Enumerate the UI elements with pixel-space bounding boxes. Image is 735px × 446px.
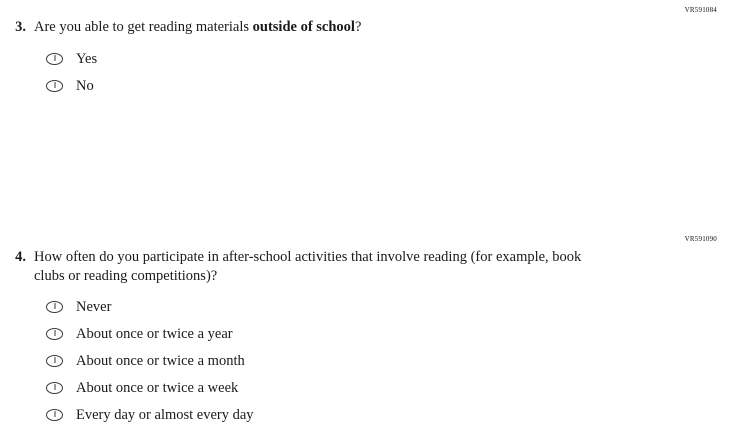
item-code-q3: VR591084 — [684, 6, 717, 14]
question-block-4 — [0, 248, 735, 428]
question-number: 3. — [15, 19, 26, 35]
question-text-part-1: How often do you participate in after-school activities that involve reading (for example, book clubs or reading competitions)? — [34, 249, 582, 285]
question-text — [34, 248, 589, 286]
radio-bubble-icon[interactable] — [46, 355, 63, 367]
option-q4-never[interactable] — [0, 293, 735, 320]
option-label: Every day or almost every day — [76, 406, 254, 423]
radio-bubble-icon[interactable] — [46, 80, 63, 92]
option-q3-yes[interactable] — [0, 46, 735, 73]
item-code-q4: VR591090 — [684, 235, 717, 243]
option-q3-no[interactable] — [0, 73, 735, 100]
radio-bubble-icon[interactable] — [46, 328, 63, 340]
radio-bubble-icon[interactable] — [46, 53, 63, 65]
question-text-emphasis: outside of school — [252, 19, 355, 35]
option-label: Never — [76, 298, 112, 315]
option-label: Yes — [76, 50, 98, 67]
radio-bubble-icon[interactable] — [46, 301, 63, 313]
option-q4-once-twice-year[interactable] — [0, 320, 735, 347]
option-q4-once-twice-week[interactable] — [0, 374, 735, 401]
option-q4-once-twice-month[interactable] — [0, 347, 735, 374]
option-label: About once or twice a year — [76, 325, 233, 342]
options-list-q3 — [0, 46, 735, 100]
question-text-part-2: ? — [354, 19, 362, 35]
question-row — [0, 248, 735, 286]
question-text — [34, 18, 361, 37]
radio-bubble-icon[interactable] — [46, 409, 63, 421]
option-label: About once or twice a month — [76, 352, 245, 369]
question-number: 4. — [15, 249, 26, 265]
radio-bubble-icon[interactable] — [46, 382, 63, 394]
question-text-part-1: Are you able to get reading materials — [34, 19, 253, 35]
option-q4-every-day[interactable] — [0, 401, 735, 428]
question-row — [0, 18, 735, 38]
option-label: No — [76, 77, 94, 94]
options-list-q4 — [0, 293, 735, 428]
question-block-3 — [0, 18, 735, 100]
option-label: About once or twice a week — [76, 379, 239, 396]
